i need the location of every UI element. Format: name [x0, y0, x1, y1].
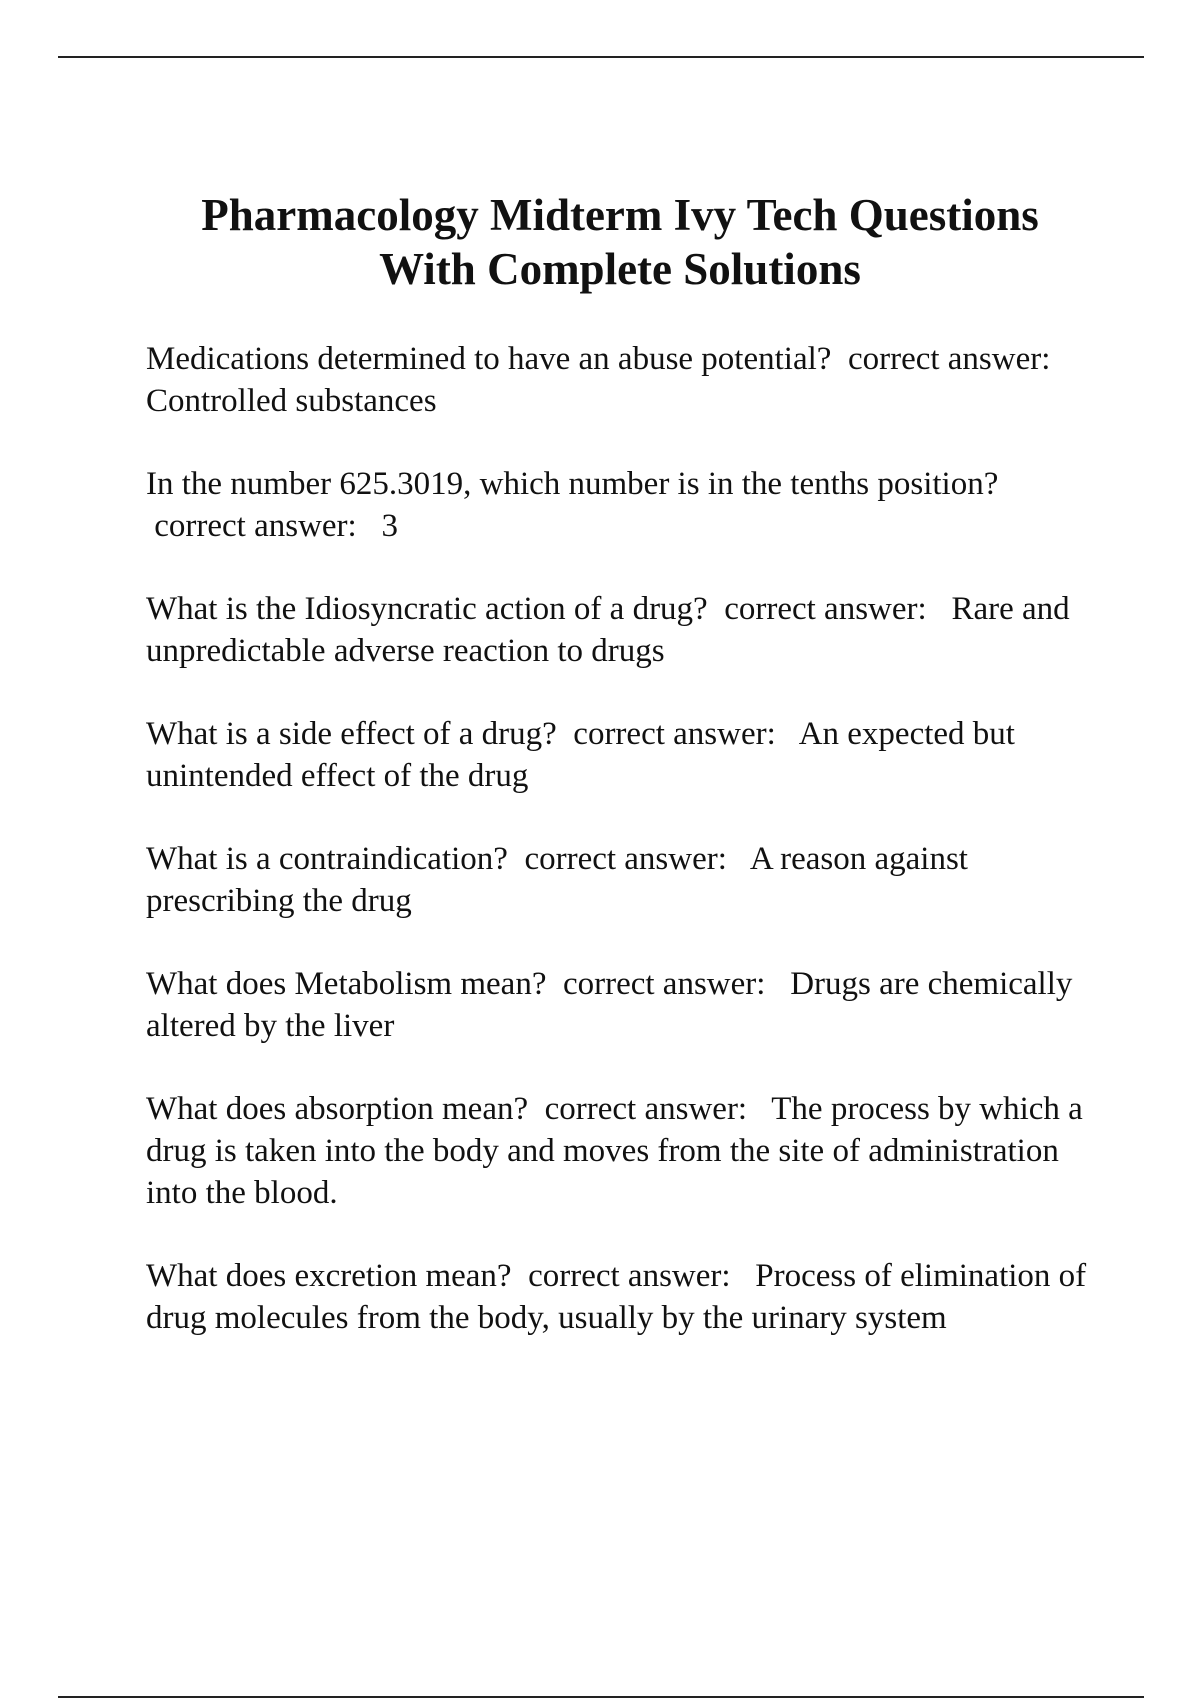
qa-item: [146, 963, 1096, 1047]
answer-text: Controlled substances: [146, 383, 437, 419]
qa-item: [146, 463, 1096, 547]
question-text: What is a contraindication?: [146, 841, 508, 877]
question-text: What is a side effect of a drug?: [146, 716, 557, 752]
qa-item: [146, 713, 1096, 797]
title-line-2: With Complete Solutions: [379, 244, 861, 294]
question-text: In the number 625.3019, which number is in the tenths position?: [146, 466, 999, 502]
qa-item: [146, 838, 1096, 922]
answer-text: A reason against prescribing the drug: [146, 841, 968, 919]
answer-text: An expected but unintended effect of the drug: [146, 716, 1015, 794]
qa-item: [146, 1255, 1096, 1339]
answer-label: correct answer:: [715, 591, 944, 627]
qa-item: [146, 338, 1096, 422]
bottom-rule: [58, 1696, 1144, 1698]
answer-label: correct answer:: [519, 1258, 748, 1294]
answer-label: correct answer:: [516, 841, 744, 877]
page-title: [100, 188, 1140, 296]
answer-label: correct answer:: [565, 716, 793, 752]
answer-text: Rare and unpredictable adverse reaction to drugs: [146, 591, 1070, 669]
top-rule: [58, 56, 1144, 58]
answer-label: correct answer:: [536, 1091, 764, 1127]
qa-list: [146, 338, 1096, 1380]
question-text: What does excretion mean?: [146, 1258, 512, 1294]
question-text: What does absorption mean?: [146, 1091, 529, 1127]
answer-text: 3: [381, 508, 398, 544]
answer-text: The process by which a drug is taken into the body and moves from the site of administration into the blood.: [146, 1091, 1083, 1211]
question-text: What is the Idiosyncratic action of a drug?: [146, 591, 708, 627]
title-line-1: Pharmacology Midterm Ivy Tech Questions: [201, 190, 1039, 240]
answer-text: Process of elimination of drug molecules from the body, usually by the urinary system: [146, 1258, 1087, 1336]
answer-label: correct answer:: [554, 966, 782, 1002]
qa-item: [146, 1088, 1096, 1214]
qa-item: [146, 588, 1096, 672]
question-text: Medications determined to have an abuse potential?: [146, 341, 832, 377]
question-text: What does Metabolism mean?: [146, 966, 547, 1002]
answer-label: correct answer:: [146, 508, 374, 544]
answer-text: Drugs are chemically altered by the liver: [146, 966, 1073, 1044]
answer-label: correct answer:: [839, 341, 1067, 377]
